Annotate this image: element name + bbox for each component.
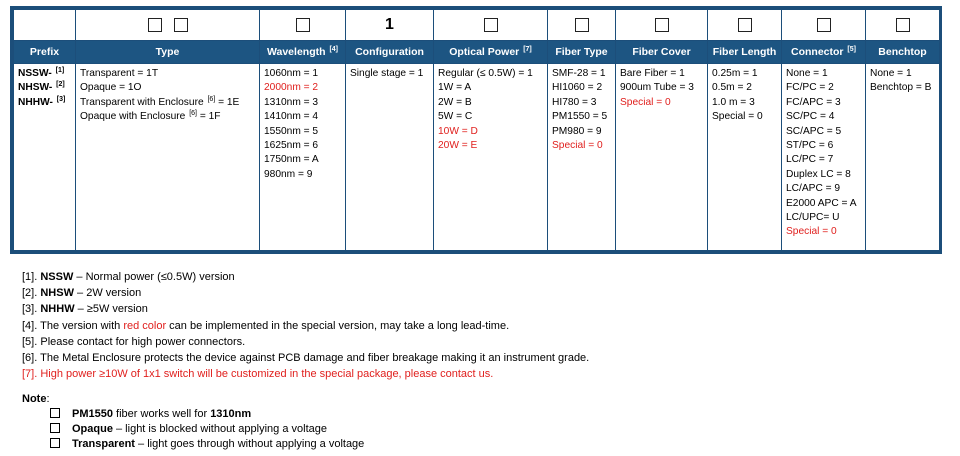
type-option: Opaque with Enclosure [6] = 1F: [80, 110, 221, 123]
connector-option: LC/PC = 7: [786, 154, 834, 166]
selection-row: [14, 10, 940, 41]
optical-power-option: 2W = B: [438, 96, 472, 108]
wavelength-option: 1750nm = A: [264, 154, 319, 166]
fiber-length-option: Special = 0: [712, 111, 763, 123]
wavelength-checkbox[interactable]: [296, 18, 310, 32]
prefix-option: NHHW- [3]: [18, 95, 66, 108]
type-header: [76, 41, 260, 64]
wavelength-option: 1410nm = 4: [264, 111, 319, 123]
prefix-header-label: Prefix: [29, 46, 60, 58]
fiber-type-option: Special = 0: [552, 140, 603, 152]
connector-header: [782, 41, 866, 64]
fiber-cover-selection-cell: [616, 10, 708, 41]
wavelength-header-ref: [4]: [329, 46, 339, 53]
header-row: [14, 41, 940, 64]
fiber-length-option: 0.5m = 2: [712, 82, 752, 94]
footnote-5: [5]. Please contact for high power connectors.: [22, 335, 246, 348]
optical-power-checkbox[interactable]: [484, 18, 498, 32]
wavelength-option: 1310nm = 3: [264, 96, 319, 108]
fiber-length-checkbox[interactable]: [738, 18, 752, 32]
fiber-type-option: HI780 = 3: [552, 96, 597, 108]
connector-option: SC/PC = 4: [786, 111, 835, 123]
footnote-4: [4]. The version with red color can be implemented in the special version, may take a long lead-time.: [22, 319, 510, 332]
fiber-type-selection-cell: [548, 10, 616, 41]
fiber-type-header: [548, 41, 616, 64]
connector-checkbox[interactable]: [817, 18, 831, 32]
note-item: PM1550 fiber works well for 1310nm: [50, 407, 364, 422]
fiber-type-option: SMF-28 = 1: [552, 68, 606, 79]
fiber-cover-option: Bare Fiber = 1: [620, 68, 685, 79]
benchtop-header-label: Benchtop: [878, 46, 927, 58]
benchtop-option: None = 1: [870, 68, 912, 79]
square-bullet-icon: [50, 408, 60, 418]
benchtop-selection-cell: [866, 10, 940, 41]
fiber-cover-options: [616, 64, 708, 251]
type-option: Transparent with Enclosure [6] = 1E: [80, 95, 240, 108]
fiber-length-selection-cell: [708, 10, 782, 41]
note-list: [50, 407, 364, 452]
connector-option: Special = 0: [786, 226, 837, 238]
benchtop-options: [866, 64, 940, 251]
connector-option: LC/APC = 9: [786, 183, 841, 195]
footnote-7: [7]. High power ≥10W of 1x1 switch will be customized in the special package, please contact us.: [22, 368, 494, 381]
prefix-options: [14, 64, 76, 251]
optical-power-options: [434, 64, 548, 251]
connector-header-label: Connector: [791, 46, 844, 58]
configuration-value: 1: [385, 16, 394, 33]
optical-power-option: Regular (≤ 0.5W) = 1: [438, 68, 533, 79]
type-option: Transparent = 1T: [80, 68, 159, 79]
type-header-label: Type: [155, 46, 180, 58]
fiber-type-header-label: Fiber Type: [555, 46, 608, 58]
optical-power-selection-cell: [434, 10, 548, 41]
fiber-length-header: [708, 41, 782, 64]
wavelength-option: 1625nm = 6: [264, 140, 319, 152]
configuration-options: [346, 64, 434, 251]
connector-selection-cell: [782, 10, 866, 41]
benchtop-header: [866, 41, 940, 64]
benchtop-checkbox[interactable]: [896, 18, 910, 32]
fiber-cover-header: [616, 41, 708, 64]
wavelength-header: [260, 41, 346, 64]
fiber-type-option: PM980 = 9: [552, 125, 602, 137]
note-item: Opaque – light is blocked without applying a voltage: [50, 422, 364, 437]
optical-power-option: 5W = C: [438, 111, 473, 123]
note-item: Transparent – light goes through without applying a voltage: [50, 437, 364, 452]
fiber-length-option: 1.0 m = 3: [712, 96, 755, 108]
connector-option: Duplex LC = 8: [786, 168, 851, 180]
wavelength-header-label: Wavelength: [266, 46, 326, 58]
footnote-1: [1]. NSSW – Normal power (≤0.5W) version: [22, 271, 235, 283]
connector-option: SC/APC = 5: [786, 125, 842, 137]
fiber-cover-header-label: Fiber Cover: [632, 46, 691, 58]
fiber-type-option: HI1060 = 2: [552, 82, 603, 94]
connector-option: ST/PC = 6: [786, 140, 834, 152]
optical-power-header-label: Optical Power: [449, 46, 520, 58]
wavelength-option: 1060nm = 1: [264, 68, 319, 79]
wavelength-selection-cell: [260, 10, 346, 41]
wavelength-options: [260, 64, 346, 251]
prefix-header: [14, 41, 76, 64]
connector-options: [782, 64, 866, 251]
square-bullet-icon: [50, 438, 60, 448]
prefix-selection-cell: [14, 10, 76, 41]
wavelength-option: 980nm = 9: [264, 168, 313, 180]
ordering-table: [13, 9, 940, 251]
connector-option: FC/PC = 2: [786, 82, 834, 94]
configuration-header: [346, 41, 434, 64]
footnote-6: [6]. The Metal Enclosure protects the device against PCB damage and fiber breakage making it an instrument grade.: [22, 352, 590, 365]
optical-power-option: 1W = A: [438, 82, 472, 94]
fiber-cover-option: 900um Tube = 3: [620, 82, 694, 94]
benchtop-option: Benchtop = B: [870, 82, 932, 94]
prefix-option: NHSW- [2]: [18, 81, 65, 94]
connector-header-ref: [5]: [847, 46, 856, 53]
type-options: [76, 64, 260, 251]
optical-power-header-ref: [7]: [523, 46, 532, 53]
connector-option: E2000 APC = A: [786, 197, 857, 209]
configuration-option: Single stage = 1: [350, 68, 424, 79]
fiber-length-options: [708, 64, 782, 251]
type-checkbox-1[interactable]: [148, 18, 162, 32]
fiber-cover-checkbox[interactable]: [655, 18, 669, 32]
footnote-2: [2]. NHSW – 2W version: [22, 287, 142, 300]
prefix-option: NSSW- [1]: [18, 67, 65, 79]
fiber-type-option: PM1550 = 5: [552, 111, 608, 123]
configuration-header-label: Configuration: [355, 46, 424, 58]
connector-option: FC/APC = 3: [786, 96, 841, 108]
footnotes: [22, 269, 589, 382]
type-option: Opaque = 1O: [80, 82, 142, 94]
optical-power-header: [434, 41, 548, 64]
optical-power-option: 10W = D: [438, 125, 478, 137]
connector-option: None = 1: [786, 68, 828, 79]
footnote-3: [3]. NHHW – ≥5W version: [22, 303, 148, 316]
square-bullet-icon: [50, 423, 60, 433]
fiber-type-options: [548, 64, 616, 251]
configuration-selection-cell: [346, 10, 434, 41]
wavelength-option: 2000nm = 2: [264, 82, 319, 94]
options-row: [14, 64, 940, 251]
optical-power-option: 20W = E: [438, 140, 478, 152]
type-selection-cell: [76, 10, 260, 41]
fiber-type-checkbox[interactable]: [575, 18, 589, 32]
type-checkbox-2[interactable]: [174, 18, 188, 32]
fiber-length-option: 0.25m = 1: [712, 68, 758, 79]
wavelength-option: 1550nm = 5: [264, 125, 319, 137]
fiber-length-header-label: Fiber Length: [712, 46, 777, 58]
note-title: Note:: [22, 393, 50, 405]
connector-option: LC/UPC= U: [786, 212, 840, 224]
fiber-cover-option: Special = 0: [620, 96, 671, 108]
